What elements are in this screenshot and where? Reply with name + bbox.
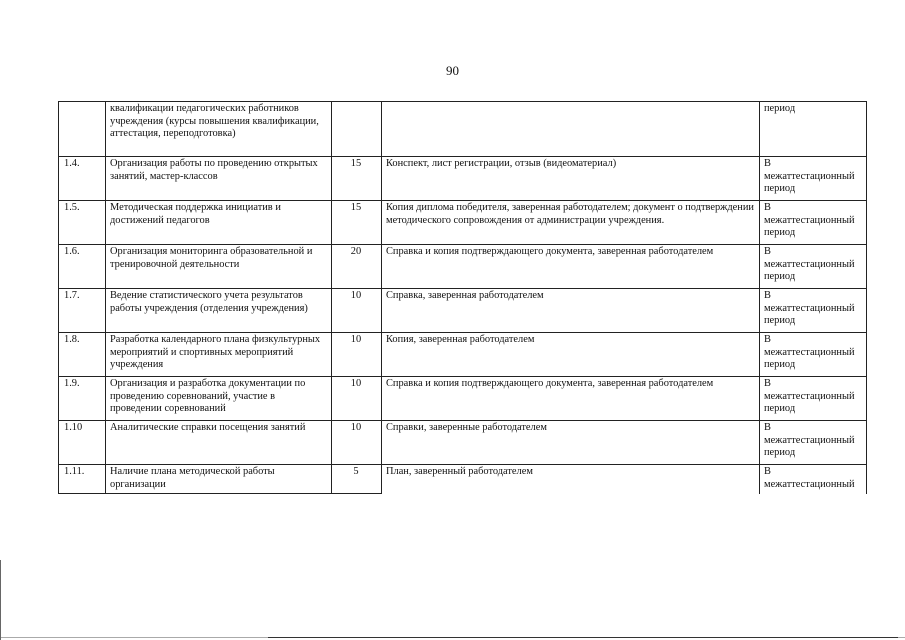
scan-left-edge	[0, 560, 1, 640]
row-number: 1.6.	[59, 245, 106, 289]
points-value: 10	[332, 333, 382, 377]
criterion-name: Ведение статистического учета результатов работы учреждения (отделения учреждения)	[106, 289, 332, 333]
points-value: 10	[332, 289, 382, 333]
points-value: 15	[332, 201, 382, 245]
row-number	[59, 102, 106, 157]
row-number: 1.11.	[59, 465, 106, 494]
table-row	[59, 102, 867, 157]
criterion-name: Разработка календарного плана физкультурных мероприятий и спортивных мероприятий учреждения	[106, 333, 332, 377]
table-row	[59, 289, 867, 333]
criterion-name: Аналитические справки посещения занятий	[106, 421, 332, 465]
period-text: В межаттестационный	[760, 465, 867, 494]
criterion-name: Методическая поддержка инициатив и достижений педагогов	[106, 201, 332, 245]
criterion-name: Наличие плана методической работы организации	[106, 465, 332, 494]
supporting-document: Справки, заверенные работодателем	[382, 421, 760, 465]
supporting-document: Конспект, лист регистрации, отзыв (видеоматериал)	[382, 157, 760, 201]
table-row	[59, 245, 867, 289]
table-row	[59, 377, 867, 421]
period-text: В межаттестационный период	[760, 157, 867, 201]
table-row	[59, 157, 867, 201]
supporting-document: Справка, заверенная работодателем	[382, 289, 760, 333]
table-row	[59, 465, 867, 494]
period-text: В межаттестационный период	[760, 289, 867, 333]
supporting-document	[382, 102, 760, 157]
row-number: 1.4.	[59, 157, 106, 201]
points-value: 20	[332, 245, 382, 289]
supporting-document: План, заверенный работодателем	[382, 465, 760, 494]
period-text: В межаттестационный период	[760, 245, 867, 289]
supporting-document: Справка и копия подтверждающего документа, заверенная работодателем	[382, 377, 760, 421]
points-value: 15	[332, 157, 382, 201]
criterion-name: Организация и разработка документации по проведению соревнований, участие в проведении соревнований	[106, 377, 332, 421]
row-number: 1.8.	[59, 333, 106, 377]
period-text: В межаттестационный период	[760, 201, 867, 245]
supporting-document: Копия, заверенная работодателем	[382, 333, 760, 377]
period-text: В межаттестационный период	[760, 333, 867, 377]
table-row	[59, 421, 867, 465]
row-number: 1.9.	[59, 377, 106, 421]
supporting-document: Копия диплома победителя, заверенная работодателем; документ о подтверждении методического сопровождения от администрации учреждения.	[382, 201, 760, 245]
criterion-name: Организация мониторинга образовательной и тренировочной деятельности	[106, 245, 332, 289]
points-value: 5	[332, 465, 382, 494]
period-text: В межаттестационный период	[760, 377, 867, 421]
row-number: 1.5.	[59, 201, 106, 245]
scan-edge-line	[268, 637, 898, 638]
row-number: 1.7.	[59, 289, 106, 333]
points-value: 10	[332, 421, 382, 465]
criterion-name: Организация работы по проведению открытых занятий, мастер-классов	[106, 157, 332, 201]
page-number: 90	[446, 63, 459, 78]
criterion-name: квалификации педагогических работников учреждения (курсы повышения квалификации, аттестация, переподготовка)	[106, 102, 332, 157]
period-text: В межаттестационный период	[760, 421, 867, 465]
period-text: период	[760, 102, 867, 157]
table-row	[59, 201, 867, 245]
criteria-table	[58, 101, 867, 494]
points-value	[332, 102, 382, 157]
row-number: 1.10	[59, 421, 106, 465]
table-row	[59, 333, 867, 377]
points-value: 10	[332, 377, 382, 421]
supporting-document: Справка и копия подтверждающего документа, заверенная работодателем	[382, 245, 760, 289]
